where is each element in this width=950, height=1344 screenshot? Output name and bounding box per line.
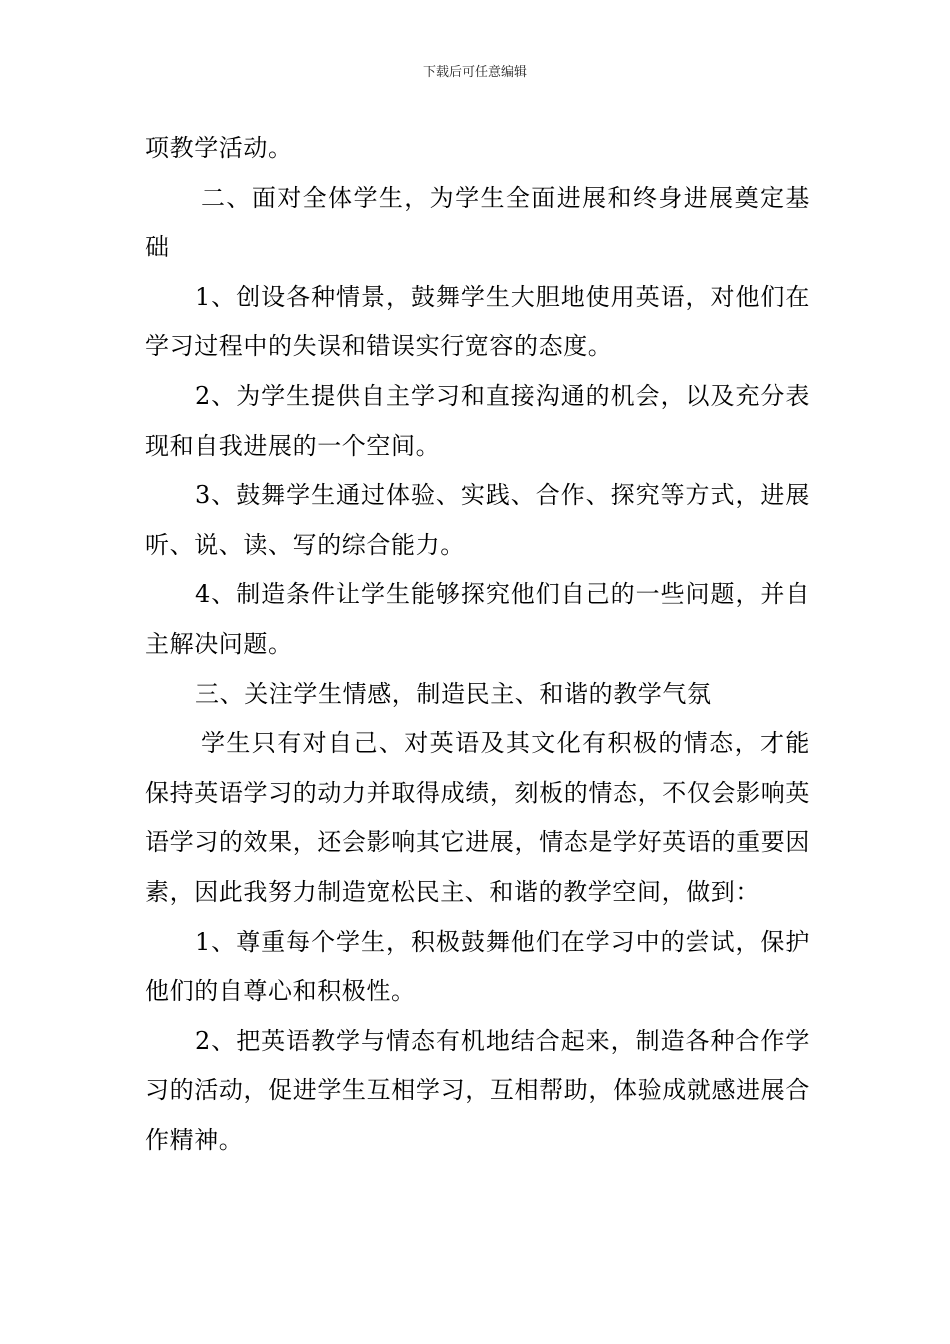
document-body	[145, 124, 810, 1165]
list-item-1: 1、创设各种情景，鼓舞学生大胆地使用英语，对他们在学习过程中的失误和错误实行宽容的态度。	[145, 282, 810, 361]
list-item-3: 3、鼓舞学生通过体验、实践、合作、探究等方式，进展听、说、读、写的综合能力。	[145, 481, 810, 559]
page-header: 下载后可任意编辑	[422, 65, 527, 80]
list-item-2: 2、为学生提供自主学习和直接沟通的机会，以及充分表现和自我进展的一个空间。	[145, 381, 810, 460]
paragraph-continuation: 项教学活动。	[145, 134, 293, 162]
list-item-2b: 2、把英语教学与情态有机地结合起来，制造各种合作学习的活动，促进学生互相学习，互相帮助，体验成就感进展合作精神。	[145, 1026, 810, 1154]
body-paragraph: 学生只有对自己、对英语及其文化有积极的情态，才能保持英语学习的动力并取得成绩，刻板的情态，不仅会影响英语学习的效果，还会影响其它进展，情态是学好英语的重要因素，因此我努力制造宽松民主、和谐的教学空间，做到：	[145, 729, 810, 906]
section-heading-2: 二、面对全体学生，为学生全面进展和终身进展奠定基础	[145, 183, 810, 262]
list-item-4: 4、制造条件让学生能够探究他们自己的一些问题，并自主解决问题。	[145, 580, 810, 658]
list-item-1b: 1、尊重每个学生，积极鼓舞他们在学习中的尝试，保护他们的自尊心和积极性。	[145, 927, 810, 1006]
section-heading-3: 三、关注学生情感，制造民主、和谐的教学气氛	[195, 679, 712, 708]
